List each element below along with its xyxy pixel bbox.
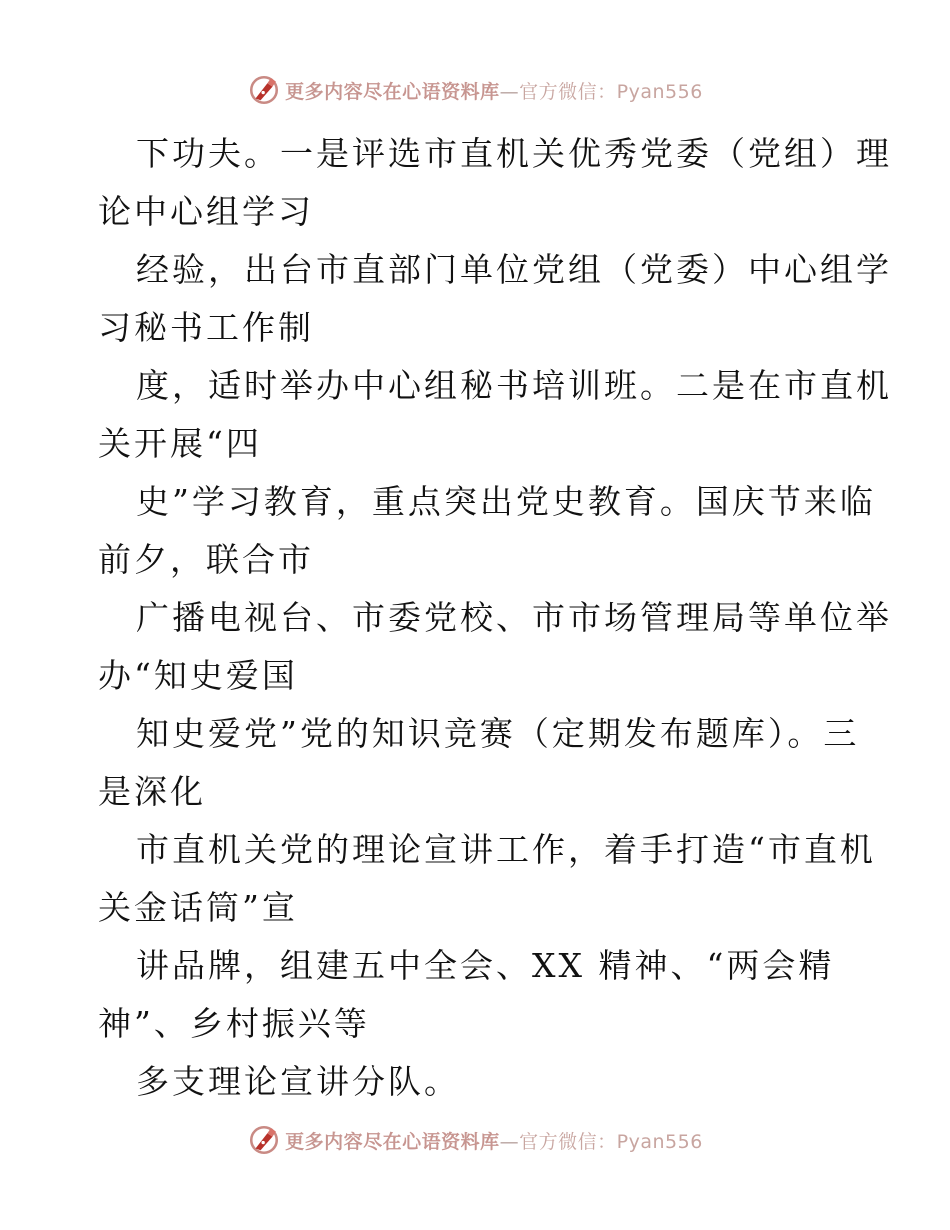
- body-line: 经验，出台市直部门单位党组（党委）中心组学: [136, 250, 892, 289]
- watermark-separator: —: [499, 80, 520, 103]
- body-line: 习秘书工作制: [98, 308, 314, 347]
- body-line: 是深化: [98, 772, 206, 811]
- body-line: 前夕，联合市: [98, 540, 314, 579]
- body-line: 市直机关党的理论宣讲工作，着手打造“市直机: [136, 830, 876, 869]
- header-watermark: [0, 70, 950, 110]
- watermark-account: 官方微信：Pyan556: [519, 1130, 703, 1153]
- document-body: [98, 125, 892, 1111]
- watermark-separator: —: [499, 1130, 520, 1153]
- body-line: 讲品牌，组建五中全会、XX 精神、“两会精: [136, 946, 835, 985]
- body-line: 神”、乡村振兴等: [98, 1004, 370, 1043]
- body-line: 度，适时举办中心组秘书培训班。二是在市直机: [136, 366, 892, 405]
- body-line: 史”学习教育，重点突出党史教育。国庆节来临: [136, 482, 876, 521]
- watermark-brand: 更多内容尽在心语资料库: [285, 1130, 500, 1153]
- body-line: 广播电视台、市委党校、市市场管理局等单位举: [136, 598, 892, 637]
- watermark-brand: 更多内容尽在心语资料库: [285, 80, 500, 103]
- body-line: 关开展“四: [98, 424, 262, 463]
- pen-nib-logo-icon: [247, 1123, 281, 1157]
- body-line: 多支理论宣讲分队。: [136, 1062, 460, 1101]
- watermark-account: 官方微信：Pyan556: [519, 80, 703, 103]
- footer-watermark: [0, 1120, 950, 1160]
- watermark-text: [285, 77, 703, 104]
- body-line: 关金话筒”宣: [98, 888, 298, 927]
- body-line: 下功夫。一是评选市直机关优秀党委（党组）理: [136, 134, 892, 173]
- body-line: 知史爱党”党的知识竞赛（定期发布题库）。三: [136, 714, 860, 753]
- watermark-text: [285, 1127, 703, 1154]
- pen-nib-logo-icon: [247, 73, 281, 107]
- body-line: 办“知史爱国: [98, 656, 298, 695]
- body-line: 论中心组学习: [98, 192, 314, 231]
